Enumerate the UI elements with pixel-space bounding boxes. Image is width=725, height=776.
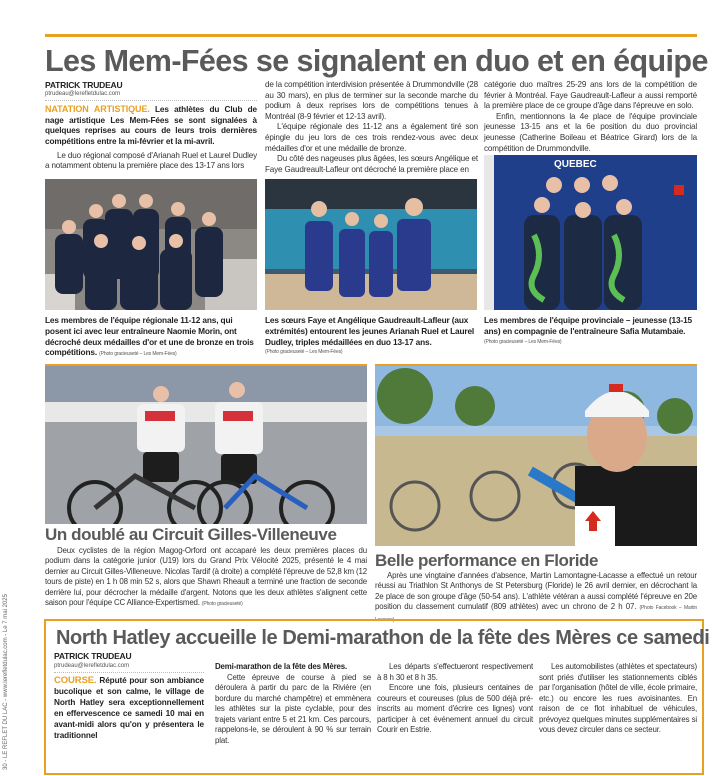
- article4-col1: [54, 651, 204, 741]
- photo-credit: (Photo Facebook – Martin Lacasse): [375, 605, 697, 623]
- article3-headline: Belle performance en Floride: [375, 551, 599, 570]
- article1-col1-body: [45, 151, 257, 172]
- article1-col1: [45, 80, 257, 172]
- top-accent-rule: [45, 34, 697, 37]
- photo-credit: (Photo gracieuseté – Les Mem-Fées): [99, 351, 177, 358]
- caption-text: Les membres de l'équipe régionale 11-12 ans, qui posent ici avec leur entraîneure Naomie Morin, ont décroché deux médailles d'or et une de bronze en trois compétitions.: [45, 315, 254, 358]
- paragraph: Du côté des nageuses plus âgées, les sœurs Angélique et Faye Gaudreault-Lafleur ont décroché la première place en: [265, 154, 478, 174]
- article1-kicker: NATATION ARTISTIQUE.: [45, 104, 150, 114]
- article4-lead-text: Réputé pour son ambiance bucolique et son calme, le village de North Hatley sera exceptionnellement en effervescence ce samedi 10 mai en avant-midi alors qu'on y présentera le traditionnel: [54, 676, 204, 740]
- photo1-caption: [45, 315, 257, 360]
- article1-col3: [484, 80, 697, 154]
- photo3-caption: [484, 315, 697, 347]
- article4-email[interactable]: ptrudeau@lerefletdulac.com: [54, 663, 130, 669]
- caption-text: Les sœurs Faye et Angélique Gaudreault-Lafleur (aux extrémités) entourent les jeunes Arianah Ruel et Laurel Dudley, triples médaillées en duo 13-17 ans.: [265, 315, 475, 347]
- article1-lead: [45, 104, 257, 148]
- article4-col3: [377, 662, 533, 736]
- article1-lead-text: Les athlètes du Club de nage artistique Les Mem-Fées se sont signalées à quelques reprises au cours de leurs trois dernières compétitions entre la mi-février et la mi-avril.: [45, 105, 257, 147]
- paragraph: Le duo régional composé d'Arianah Ruel et Laurel Dudley a notamment obtenu la première place des 13-17 ans lors: [45, 150, 257, 171]
- photo-credit: (Photo gracieuseté – Les Mem-Fées): [484, 338, 562, 345]
- byline-divider: [45, 100, 257, 101]
- article1-col2: [265, 80, 478, 175]
- paragraph: Cette épreuve de course à pied se déroulera à partir du parc de la Rivière (en bordure du marché champêtre) et emmènera les athlètes sur la piste cyclable, pour des trajets variant entre 5 et 21 km. Ces parcours, rappelons-le, se déroulent à 90 % sur terrain plat.: [215, 672, 371, 745]
- article4-headline: North Hatley accueille le Demi-marathon de la fête des Mères ce samedi: [56, 627, 710, 649]
- article4-col2-lead: Demi-marathon de la fête des Mères.: [215, 662, 348, 671]
- article2-body: [45, 546, 367, 609]
- article4-col2: [215, 662, 371, 746]
- article1-headline: Les Mem-Fées se signalent en duo et en équipe: [45, 44, 708, 78]
- paragraph: Les automobilistes (athlètes et spectateurs) sont priés d'utiliser les stationnements ciblés par l'organisation (hôtel de ville, école primaire, etc.) ou encore les rues avoisinantes. En raison de ce flot inhabituel de véhicules, prévoyez quelques minutes supplémentaires si vous devez circuler dans ce secteur.: [539, 662, 697, 734]
- article2-body-text: Deux cyclistes de la région Magog-Orford ont accaparé les deux premières places du podium dans la catégorie junior (U19) lors du Grand Prix Vélocité 2025, présenté le 4 mai dernier au Circuit Gilles-Villeneuve. Nicolas Tardif (à droite) a complété l'épreuve de 52,8 km (12 tours de piste) en 1 h 08 min 52 s, alors que Shawn Rheault a terminé une fraction de seconde derrière lui, pour décrocher la médaille d'argent. Notons que les deux athlètes s'alignent cette saison pour l'équipe CC Alliance-Expertismed.: [45, 546, 367, 608]
- photo-cyclists: [45, 366, 367, 524]
- article2-headline: Un doublé au Circuit Gilles-Villeneuve: [45, 525, 337, 544]
- page-folio: 30 - LE REFLET DU LAC - www.lerefletdulac.com - Le 7 mai 2025: [3, 594, 9, 770]
- caption-text: Les membres de l'équipe provinciale – jeunesse (13-15 ans) en compagnie de l'entraîneure Safia Mutambaie.: [484, 315, 692, 336]
- article1-author: PATRICK TRUDEAU: [45, 80, 123, 90]
- paragraph: Encore une fois, plusieurs centaines de coureurs et coureuses (plus de 500 déjà pré-inscrits au moment d'écrire ces lignes) vont participer à cet événement annuel du circuit Courir en Estrie.: [377, 683, 533, 734]
- paragraph: Les départs s'effectueront respectivement à 8 h 30 et 8 h 35.: [377, 662, 533, 682]
- paragraph: catégorie duo maîtres 25-29 ans lors de la compétition de février à Montréal. Faye Gaudreault-Lafleur a aussi remporté la première place de ce groupe d'âge dans l'épreuve en solo.: [484, 80, 697, 111]
- photo2-caption: [265, 315, 477, 358]
- photo-provincial-team: [484, 155, 697, 310]
- byline-divider: [54, 672, 204, 673]
- article3-body-text: Après une vingtaine d'années d'absence, Martin Lamontagne-Lacasse a effectué un retour réussi au Triathlon St Anthonys de St Petersburg (Floride) le 26 avril dernier, en décrochant la 2e place de son groupe d'âge (50-54 ans). L'athlète vétéran a aussi complété l'épreuve en 20e position du classement cumulatif (809 athlètes) avec un chrono de 2 h 07.: [375, 571, 697, 612]
- photo-regional-team: [45, 179, 257, 310]
- photo-credit: (Photo gracieuseté – Les Mem-Fées): [265, 349, 343, 356]
- photo-credit: (Photo gracieuseté): [201, 601, 243, 608]
- article4-lead: [54, 676, 204, 741]
- paragraph: Enfin, mentionnons la 4e place de l'équipe provinciale jeunesse 13-15 ans et la 6e position du duo provincial jeunesse (Catherine Boileau et Béatrice Girard) lors de la compétition de Drummondville.: [484, 111, 697, 153]
- photo-triathlete-selfie: [375, 366, 697, 546]
- photo-pool-duo: [265, 179, 477, 310]
- article1-email[interactable]: ptrudeau@lerefletdulac.com: [45, 91, 121, 97]
- article3-body: [375, 571, 697, 625]
- paragraph: L'équipe régionale des 11-12 ans a également tiré son épingle du jeu lors de ces trois rendez-vous avec deux médailles d'or et une médaille de bronze.: [265, 122, 478, 153]
- backdrop-text: QUEBEC: [554, 159, 597, 170]
- article4-kicker: COURSE.: [54, 675, 97, 686]
- paragraph: de la compétition interdivision présentée à Drummondville (28 au 30 mars), en plus de terminer sur la seconde marche du podium à deux reprises lors de compétitions tenues à Montréal (8-9 février et 12-13 avril).: [265, 80, 478, 121]
- article4-author: PATRICK TRUDEAU: [54, 651, 132, 661]
- article4-col4: [539, 662, 697, 736]
